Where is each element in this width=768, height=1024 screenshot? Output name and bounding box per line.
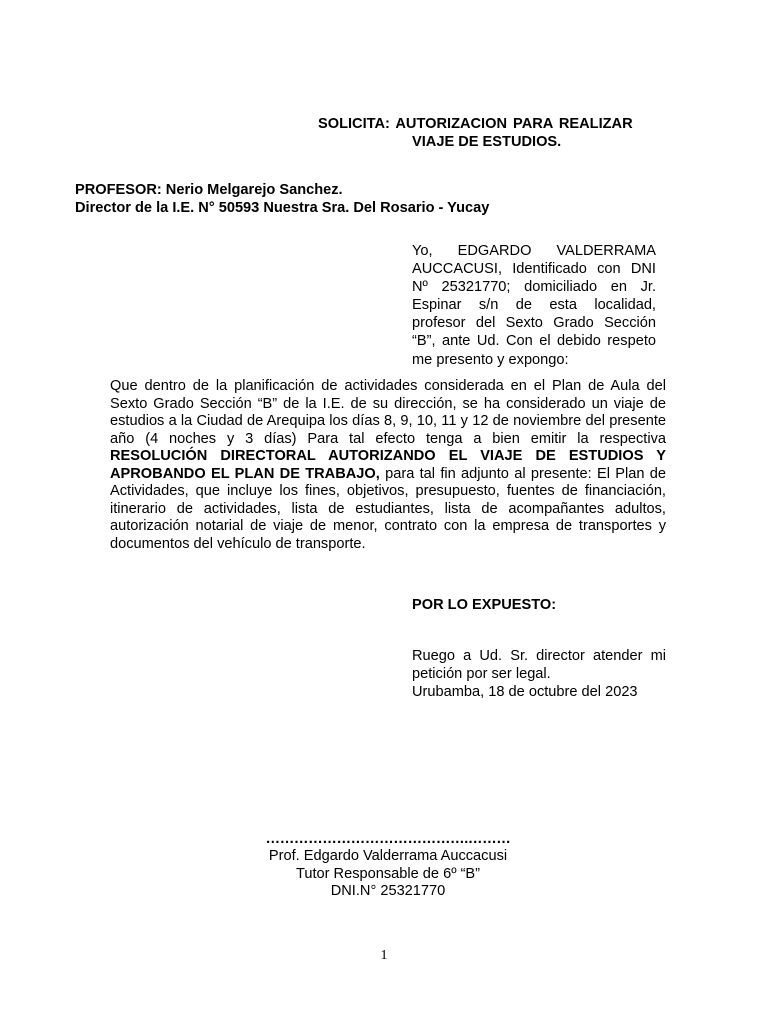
request-subject-line1: SOLICITA: AUTORIZACION PARA REALIZAR [318,116,633,132]
request-body-bold: RESOLUCIÓN DIRECTORAL AUTORIZANDO EL VIAJE DE ESTUDIOS Y APROBANDO EL PLAN DE TRABAJO, [110,448,666,482]
signature-name: Prof. Edgardo Valderrama Auccacusi [268,848,508,864]
page-number: 1 [380,948,388,963]
recipient-name: PROFESOR: Nerio Melgarejo Sanchez. [75,182,343,198]
request-body [110,378,666,553]
por-lo-expuesto-heading: POR LO EXPUESTO: [412,597,557,613]
sender-introduction: Yo, EDGARDO VALDERRAMA AUCCACUSI, Identificado con DNI Nº 25321770; domiciliado en Jr. Espinar s/n de esta localidad, profesor del Sexto Grado Sección “B”, ante Ud. Con el debido respeto me presento y expongo: [412,243,656,368]
recipient-title: Director de la I.E. N° 50593 Nuestra Sra. Del Rosario - Yucay [75,199,490,216]
closing-text: Ruego a Ud. Sr. director atender mi petición por ser legal. [412,648,666,683]
request-subject-line2: VIAJE DE ESTUDIOS. [412,133,562,150]
request-body-part1: Que dentro de la planificación de actividades considerada en el Plan de Aula del Sexto Grado Sección “B” de la I.E. de su dirección, se ha considerado un viaje de estudios a la Ciudad de Arequipa los días 8, 9, 10, 11 y 12 de noviembre del presente año (4 noches y 3 días) Para tal efecto tenga a bien emitir la respectiva [110,378,666,447]
request-body-part2: para tal fin adjunto al presente: El Plan de Actividades, que incluye los fines, objetivos, presupuesto, fuentes de financiación, itinerario de actividades, lista de estudiantes, lista de acompañantes adultos, autorización notarial de viaje de menor, contrato con la empresa de transportes y documentos del vehículo de transporte. [110,465,666,552]
signature-line: …………………………………….……… [265,831,511,847]
signature-dni: DNI.N° 25321770 [330,883,446,899]
recipient-block [75,182,695,217]
closing-block [412,647,666,701]
signature-block [240,832,536,901]
request-subject [318,116,664,151]
closing-date: Urubamba, 18 de octubre del 2023 [412,684,638,701]
signature-role: Tutor Responsable de 6º “B” [295,865,481,882]
